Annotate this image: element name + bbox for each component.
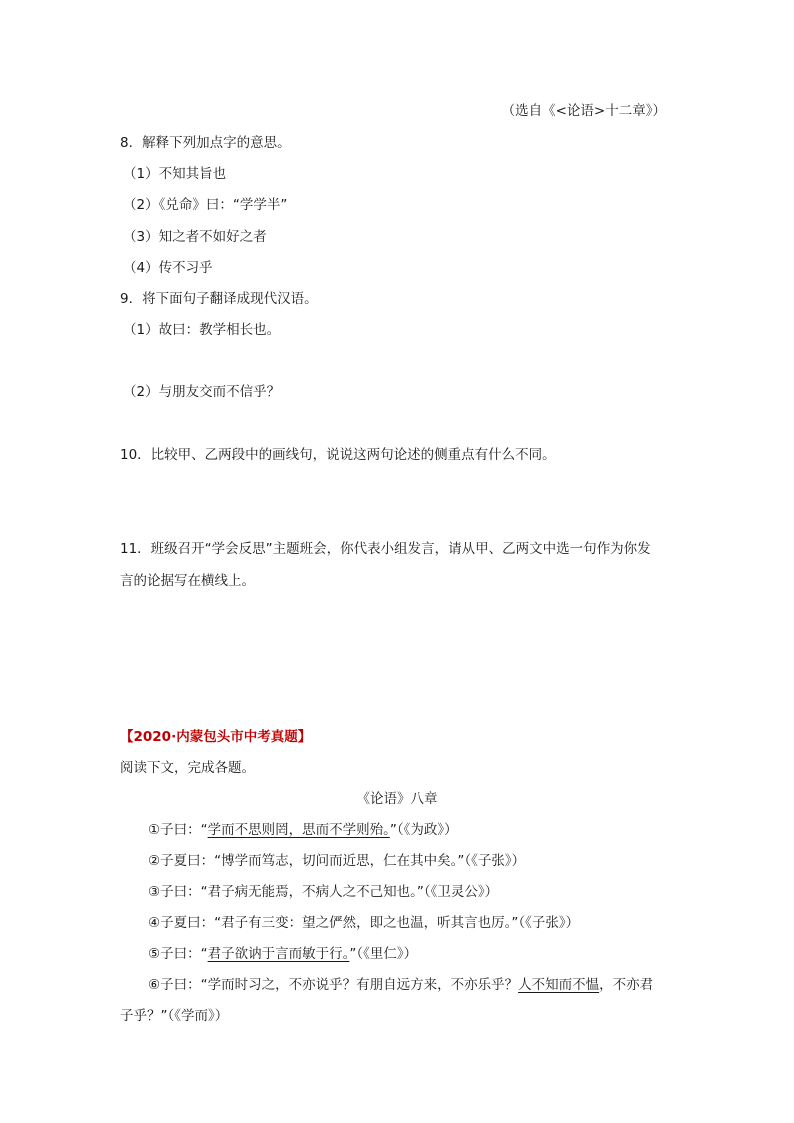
question-10-stem: 10．比较甲、乙两段中的画线句，说说这两句论述的侧重点有什么不同。 — [120, 447, 556, 463]
verse-2: ②子夏曰：“博学而笃志，切问而近思，仁在其中矣。”（《子张》） — [148, 853, 526, 869]
question-9-item-2: （2）与朋友交而不信乎？ — [123, 384, 281, 400]
question-11-stem-line2: 言的论据写在横线上。 — [120, 573, 255, 589]
underlined-sentence: 人不知而不愠 — [518, 977, 600, 993]
question-11-stem-line1: 11．班级召开“学会反思”主题班会，你代表小组发言，请从甲、乙两文中选一句作为你发 — [120, 541, 651, 557]
question-8-item-2: （2）《兑命》曰：“学学半” — [123, 197, 288, 213]
source-citation: （选自《<论语>十二章》） — [501, 103, 666, 119]
verse-6: ⑥子曰：“学而时习之，不亦说乎？有朋自远方来，不亦乐乎？人不知而不愠，不亦君 — [148, 977, 654, 993]
passage-title: 《论语》八章 — [356, 791, 438, 807]
verse-5: ⑤子曰：“君子欲讷于言而敏于行。”（《里仁》） — [148, 946, 418, 962]
verse-6-continuation: 子乎？”（《学而》） — [120, 1008, 229, 1024]
underlined-sentence: 学而不思则罔，思而不学则殆。 — [207, 822, 390, 838]
verse-4: ④子夏曰：“君子有三变：望之俨然，即之也温，听其言也厉。”（《子张》） — [148, 915, 580, 931]
question-8-item-1: （1）不知其旨也 — [123, 166, 227, 182]
question-8-stem: 8．解释下列加点字的意思。 — [120, 135, 291, 151]
reading-instruction: 阅读下文，完成各题。 — [120, 760, 255, 776]
verse-3: ③子曰：“君子病无能焉，不病人之不己知也。”（《卫灵公》） — [148, 884, 499, 900]
underlined-sentence: 君子欲讷于言而敏于行。 — [207, 946, 350, 962]
question-8-item-4: （4）传不习乎 — [123, 260, 213, 276]
question-9-item-1: （1）故曰：教学相长也。 — [123, 322, 281, 338]
question-8-item-3: （3）知之者不如好之者 — [123, 229, 267, 245]
question-9-stem: 9．将下面句子翻译成现代汉语。 — [120, 291, 318, 307]
verse-1: ①子曰：“学而不思则罔，思而不学则殆。”（《为政》） — [148, 822, 458, 838]
exam-source-tag: 【2020·内蒙包头市中考真题】 — [120, 729, 312, 745]
